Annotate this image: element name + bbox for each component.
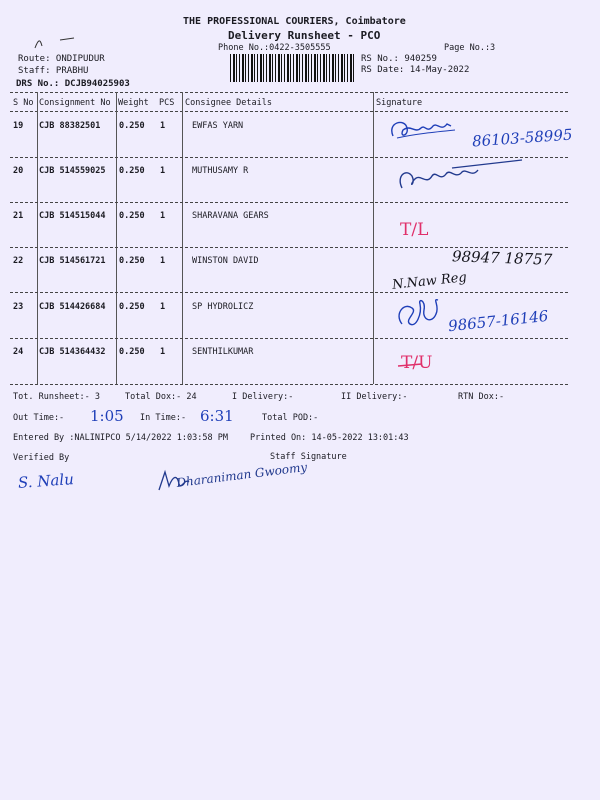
total-dox: Total Dox:- 24 <box>125 392 197 402</box>
row-pcs: 1 <box>160 166 166 176</box>
row-consignee: EWFAS YARN <box>192 121 244 131</box>
handwritten-phone: 98947 18757 <box>451 247 553 269</box>
column-divider <box>182 92 183 384</box>
col-header-consignee: Consignee Details <box>185 98 272 108</box>
col-header-consignment: Consignment No <box>39 98 111 108</box>
verified-by-label: Verified By <box>13 453 70 463</box>
table-top-rule <box>10 92 568 93</box>
printed-on: Printed On: 14-05-2022 13:01:43 <box>250 433 409 443</box>
row-consignee: MUTHUSAMY R <box>192 166 249 176</box>
rtn-dox: RTN Dox:- <box>458 392 505 402</box>
column-divider <box>37 92 38 384</box>
row-consignment: CJB 514559025 <box>39 166 106 176</box>
row-pcs: 1 <box>160 256 166 266</box>
staff-signature: Dharaniman Gwoomy <box>175 460 308 490</box>
barcode <box>230 54 355 82</box>
rs-number: RS No.: 940259 <box>361 54 437 64</box>
row-consignee: SENTHILKUMAR <box>192 347 254 357</box>
row-rule <box>10 292 568 293</box>
handwritten-note: N.Naw Reg <box>391 270 468 293</box>
row-consignment: CJB 514426684 <box>39 302 106 312</box>
staff-signature-label: Staff Signature <box>270 452 347 462</box>
table-bottom-rule <box>10 384 568 385</box>
out-time-value: 1:05 <box>90 407 124 425</box>
signature-row20 <box>392 158 532 194</box>
strike-mark <box>396 358 426 372</box>
row-rule <box>10 202 568 203</box>
col-header-pcs: PCS <box>159 98 175 108</box>
row-sno: 20 <box>13 166 24 176</box>
phone-number: Phone No.:0422-3505555 <box>218 43 331 53</box>
row-consignee: SP HYDROLICZ <box>192 302 254 312</box>
route-label: Route: ONDIPUDUR <box>18 54 105 64</box>
row-sno: 21 <box>13 211 24 221</box>
i-delivery: I Delivery:- <box>232 392 294 402</box>
row-weight: 0.250 <box>119 256 145 266</box>
in-time-value: 6:31 <box>200 407 234 425</box>
pen-mark <box>30 34 80 54</box>
row-pcs: 1 <box>160 211 166 221</box>
row-consignee: SHARAVANA GEARS <box>192 211 269 221</box>
row-pcs: 1 <box>160 302 166 312</box>
row-rule <box>10 338 568 339</box>
total-pod: Total POD:- <box>262 413 319 423</box>
staff-label: Staff: PRABHU <box>18 66 89 76</box>
row-pcs: 1 <box>160 347 166 357</box>
row-consignment: CJB 514515044 <box>39 211 106 221</box>
drs-number: DRS No.: DCJB94025903 <box>16 79 130 89</box>
table-header-rule <box>10 111 568 112</box>
row-sno: 19 <box>13 121 24 131</box>
signature-row19 <box>385 112 475 146</box>
ii-delivery: II Delivery:- <box>341 392 408 402</box>
row-weight: 0.250 <box>119 121 145 131</box>
document-title: Delivery Runsheet - PCO <box>228 29 381 42</box>
verified-by-signature: S. Nalu <box>17 470 75 492</box>
row-weight: 0.250 <box>119 347 145 357</box>
row-sno: 23 <box>13 302 24 312</box>
handwritten-phone: 98657-16146 <box>447 306 550 336</box>
row-consignment: CJB 88382501 <box>39 121 101 131</box>
handwritten-tl-row24: T/U <box>401 353 433 373</box>
column-divider <box>116 92 117 384</box>
rs-date: RS Date: 14-May-2022 <box>361 65 470 75</box>
in-time-label: In Time:- <box>140 413 187 423</box>
row-consignment: CJB 514364432 <box>39 347 106 357</box>
row-sno: 22 <box>13 256 24 266</box>
row-consignment: CJB 514561721 <box>39 256 106 266</box>
company-name: THE PROFESSIONAL COURIERS, Coimbatore <box>183 16 406 27</box>
handwritten-phone: 86103-58995 <box>471 125 574 151</box>
row-weight: 0.250 <box>119 166 145 176</box>
out-time-label: Out Time:- <box>13 413 65 423</box>
row-sno: 24 <box>13 347 24 357</box>
total-runsheet: Tot. Runsheet:- 3 <box>13 392 100 402</box>
signature-row23 <box>392 294 452 334</box>
col-header-signature: Signature <box>376 98 423 108</box>
entered-by: Entered By :NALINIPCO 5/14/2022 1:03:58 PM <box>13 433 228 443</box>
row-weight: 0.250 <box>119 302 145 312</box>
column-divider <box>373 92 374 384</box>
row-consignee: WINSTON DAVID <box>192 256 259 266</box>
col-header-sno: S No <box>13 98 34 108</box>
row-pcs: 1 <box>160 121 166 131</box>
col-header-weight: Weight <box>118 98 149 108</box>
row-weight: 0.250 <box>119 211 145 221</box>
handwritten-tl-row21: T/L <box>400 220 429 240</box>
page-number: Page No.:3 <box>444 43 496 53</box>
